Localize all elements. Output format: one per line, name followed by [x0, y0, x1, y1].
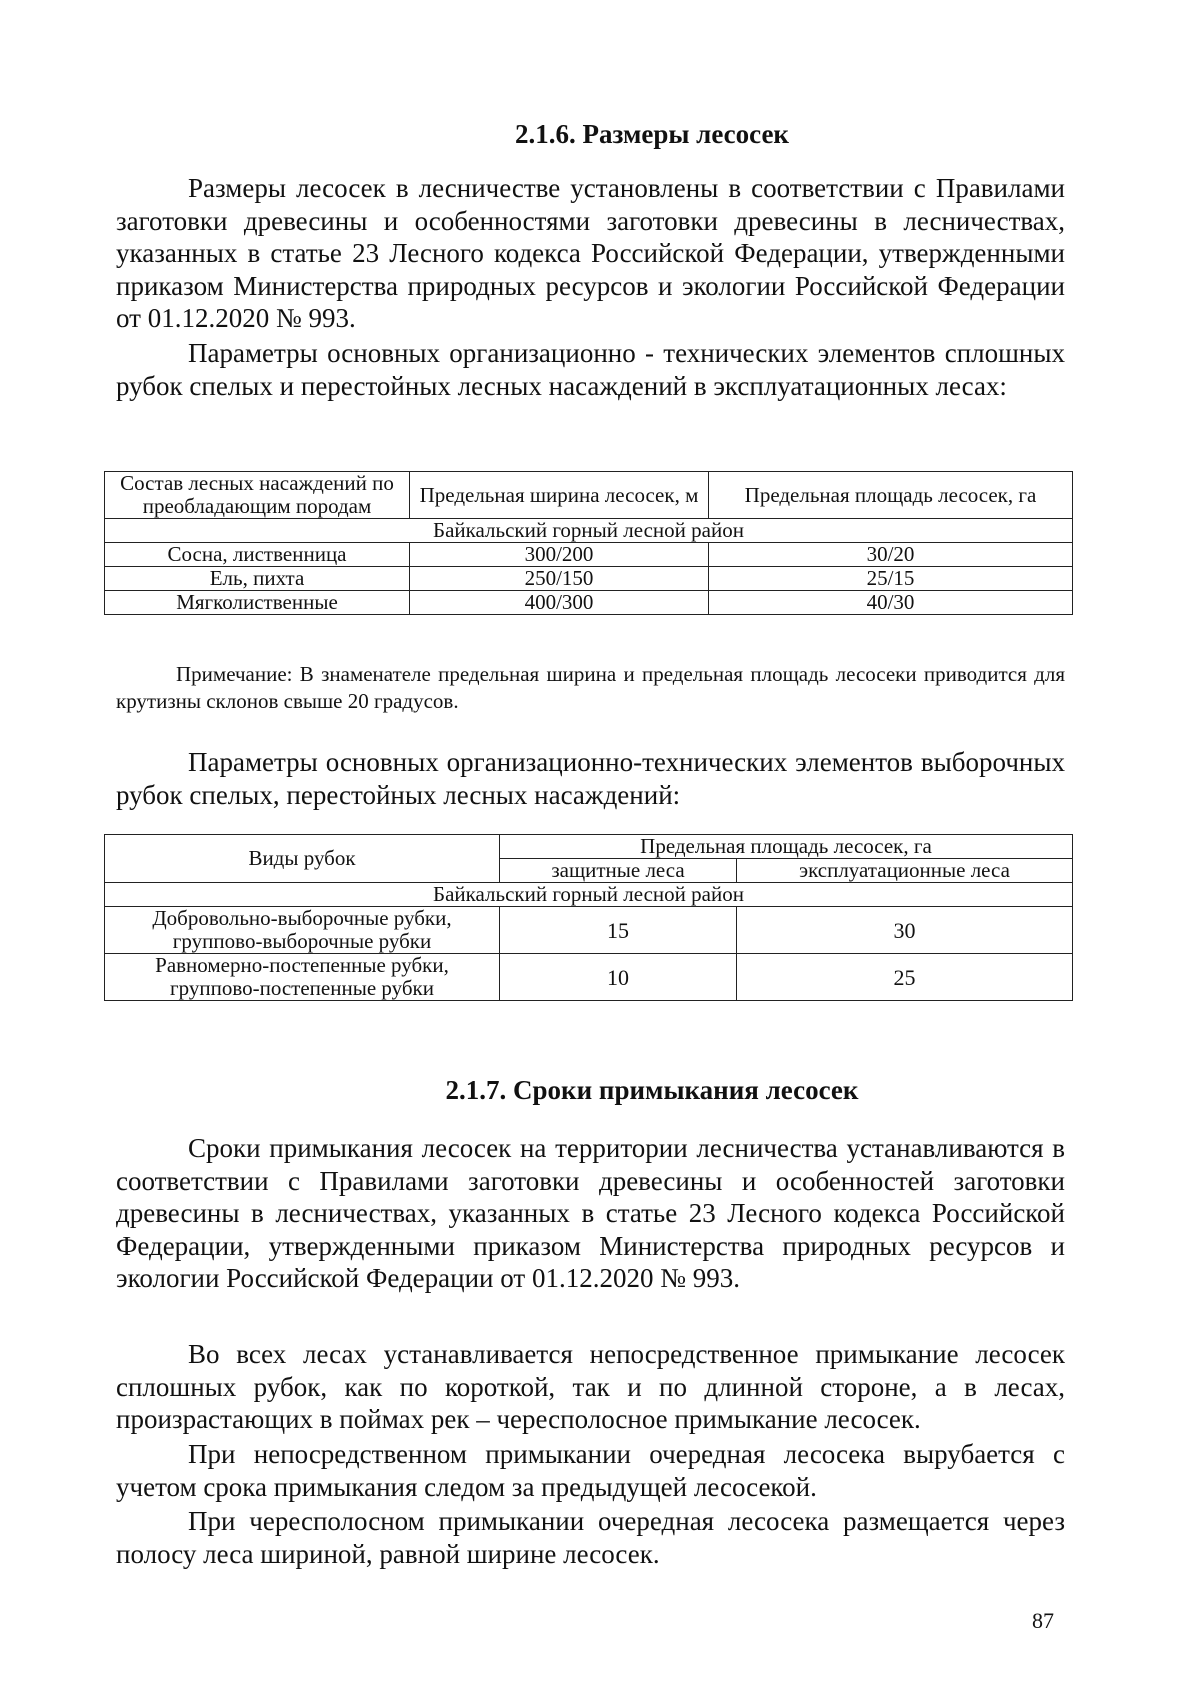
cell-area: 30/20 [709, 543, 1073, 567]
cell-width: 250/150 [410, 567, 709, 591]
selective-cut-parameters-table [104, 834, 1073, 1001]
subheader-protective-forests: защитные леса [500, 859, 737, 883]
table-region-row [105, 883, 1073, 907]
cell-exploitation-area: 25 [737, 954, 1073, 1001]
subheader-exploitation-forests: эксплуатационные леса [737, 859, 1073, 883]
table-row [105, 907, 1073, 954]
table-row [105, 954, 1073, 1001]
cell-cut-type: Добровольно-выборочные рубки, групповo-выборочные рубки [105, 907, 500, 954]
table-note: Примечание: В знаменателе предельная ширина и предельная площадь лесосеки приводится для крутизны склонов свыше 20 градусов. [116, 662, 1065, 713]
page-number: 87 [1032, 1608, 1054, 1633]
table-header-row [105, 472, 1073, 519]
paragraph-direct-adjacency-order: При непосредственном примыкании очередная лесосека вырубается с учетом срока примыкания следом за предыдущей лесосекой. [116, 1439, 1065, 1502]
cell-width: 400/300 [410, 591, 709, 615]
header-max-area: Предельная площадь лесосек, га [500, 835, 1073, 859]
header-max-width: Предельная ширина лесосек, м [410, 472, 709, 519]
section-heading-adjacency-terms: 2.1.7. Сроки примыкания лесосек [445, 1075, 859, 1105]
header-cut-types: Виды рубок [105, 835, 500, 883]
region-label: Байкальский горный лесной район [105, 519, 1073, 543]
region-label: Байкальский горный лесной район [105, 883, 1073, 907]
cell-cut-type: Равномерно-постепенные рубки, группово-постепенные рубки [105, 954, 500, 1001]
paragraph-clear-cut-parameters: Параметры основных организационно - технических элементов сплошных рубок спелых и перестойных лесных насаждений в эксплуатационных лесах: [116, 338, 1065, 401]
table-header-row [105, 835, 1073, 859]
cell-exploitation-area: 30 [737, 907, 1073, 954]
clear-cut-parameters-table [104, 471, 1073, 615]
cell-protective-area: 10 [500, 954, 737, 1001]
cell-species: Мягколиственные [105, 591, 410, 615]
table-row [105, 543, 1073, 567]
table-region-row [105, 519, 1073, 543]
paragraph-direct-adjacency: Во всех лесах устанавливается непосредственное примыкание лесосек сплошных рубок, как по короткой, так и по длинной стороне, а в лесах, произрастающих в поймах рек – чересполосное примыкание лесосек. [116, 1339, 1065, 1434]
table-row [105, 591, 1073, 615]
cell-species: Сосна, лиственница [105, 543, 410, 567]
cell-area: 25/15 [709, 567, 1073, 591]
header-stand-composition: Состав лесных насаждений по преобладающим породам [105, 472, 410, 519]
paragraph-cutting-area-rules: Размеры лесосек в лесничестве установлены в соответствии с Правилами заготовки древесины и особенностями заготовки древесины в лесничествах, указанных в статье 23 Лесного кодекса Российской Федерации, утвержденными приказом Министерства природных ресурсов и экологии Российской Федерации от 01.12.2020 № 993. [116, 173, 1065, 333]
paragraph-strip-adjacency: При чересполосном примыкании очередная лесосека размещается через полосу леса шириной, равной ширине лесосек. [116, 1506, 1065, 1569]
cell-species: Ель, пихта [105, 567, 410, 591]
cell-protective-area: 15 [500, 907, 737, 954]
paragraph-selective-cut-parameters: Параметры основных организационно-технических элементов выборочных рубок спелых, перестойных лесных насаждений: [116, 747, 1065, 810]
cell-width: 300/200 [410, 543, 709, 567]
cell-area: 40/30 [709, 591, 1073, 615]
paragraph-adjacency-rules: Сроки примыкания лесосек на территории лесничества устанавливаются в соответствии с Правилами заготовки древесины и особенностей заготовки древесины в лесничествах, указанных в статье 23 Лесного кодекса Российской Федерации, утвержденными приказом Министерства природных ресурсов и экологии Российской Федерации от 01.12.2020 № 993. [116, 1133, 1065, 1293]
section-heading-cutting-area-sizes: 2.1.6. Размеры лесосек [515, 119, 789, 149]
table-row [105, 567, 1073, 591]
header-max-area: Предельная площадь лесосек, га [709, 472, 1073, 519]
